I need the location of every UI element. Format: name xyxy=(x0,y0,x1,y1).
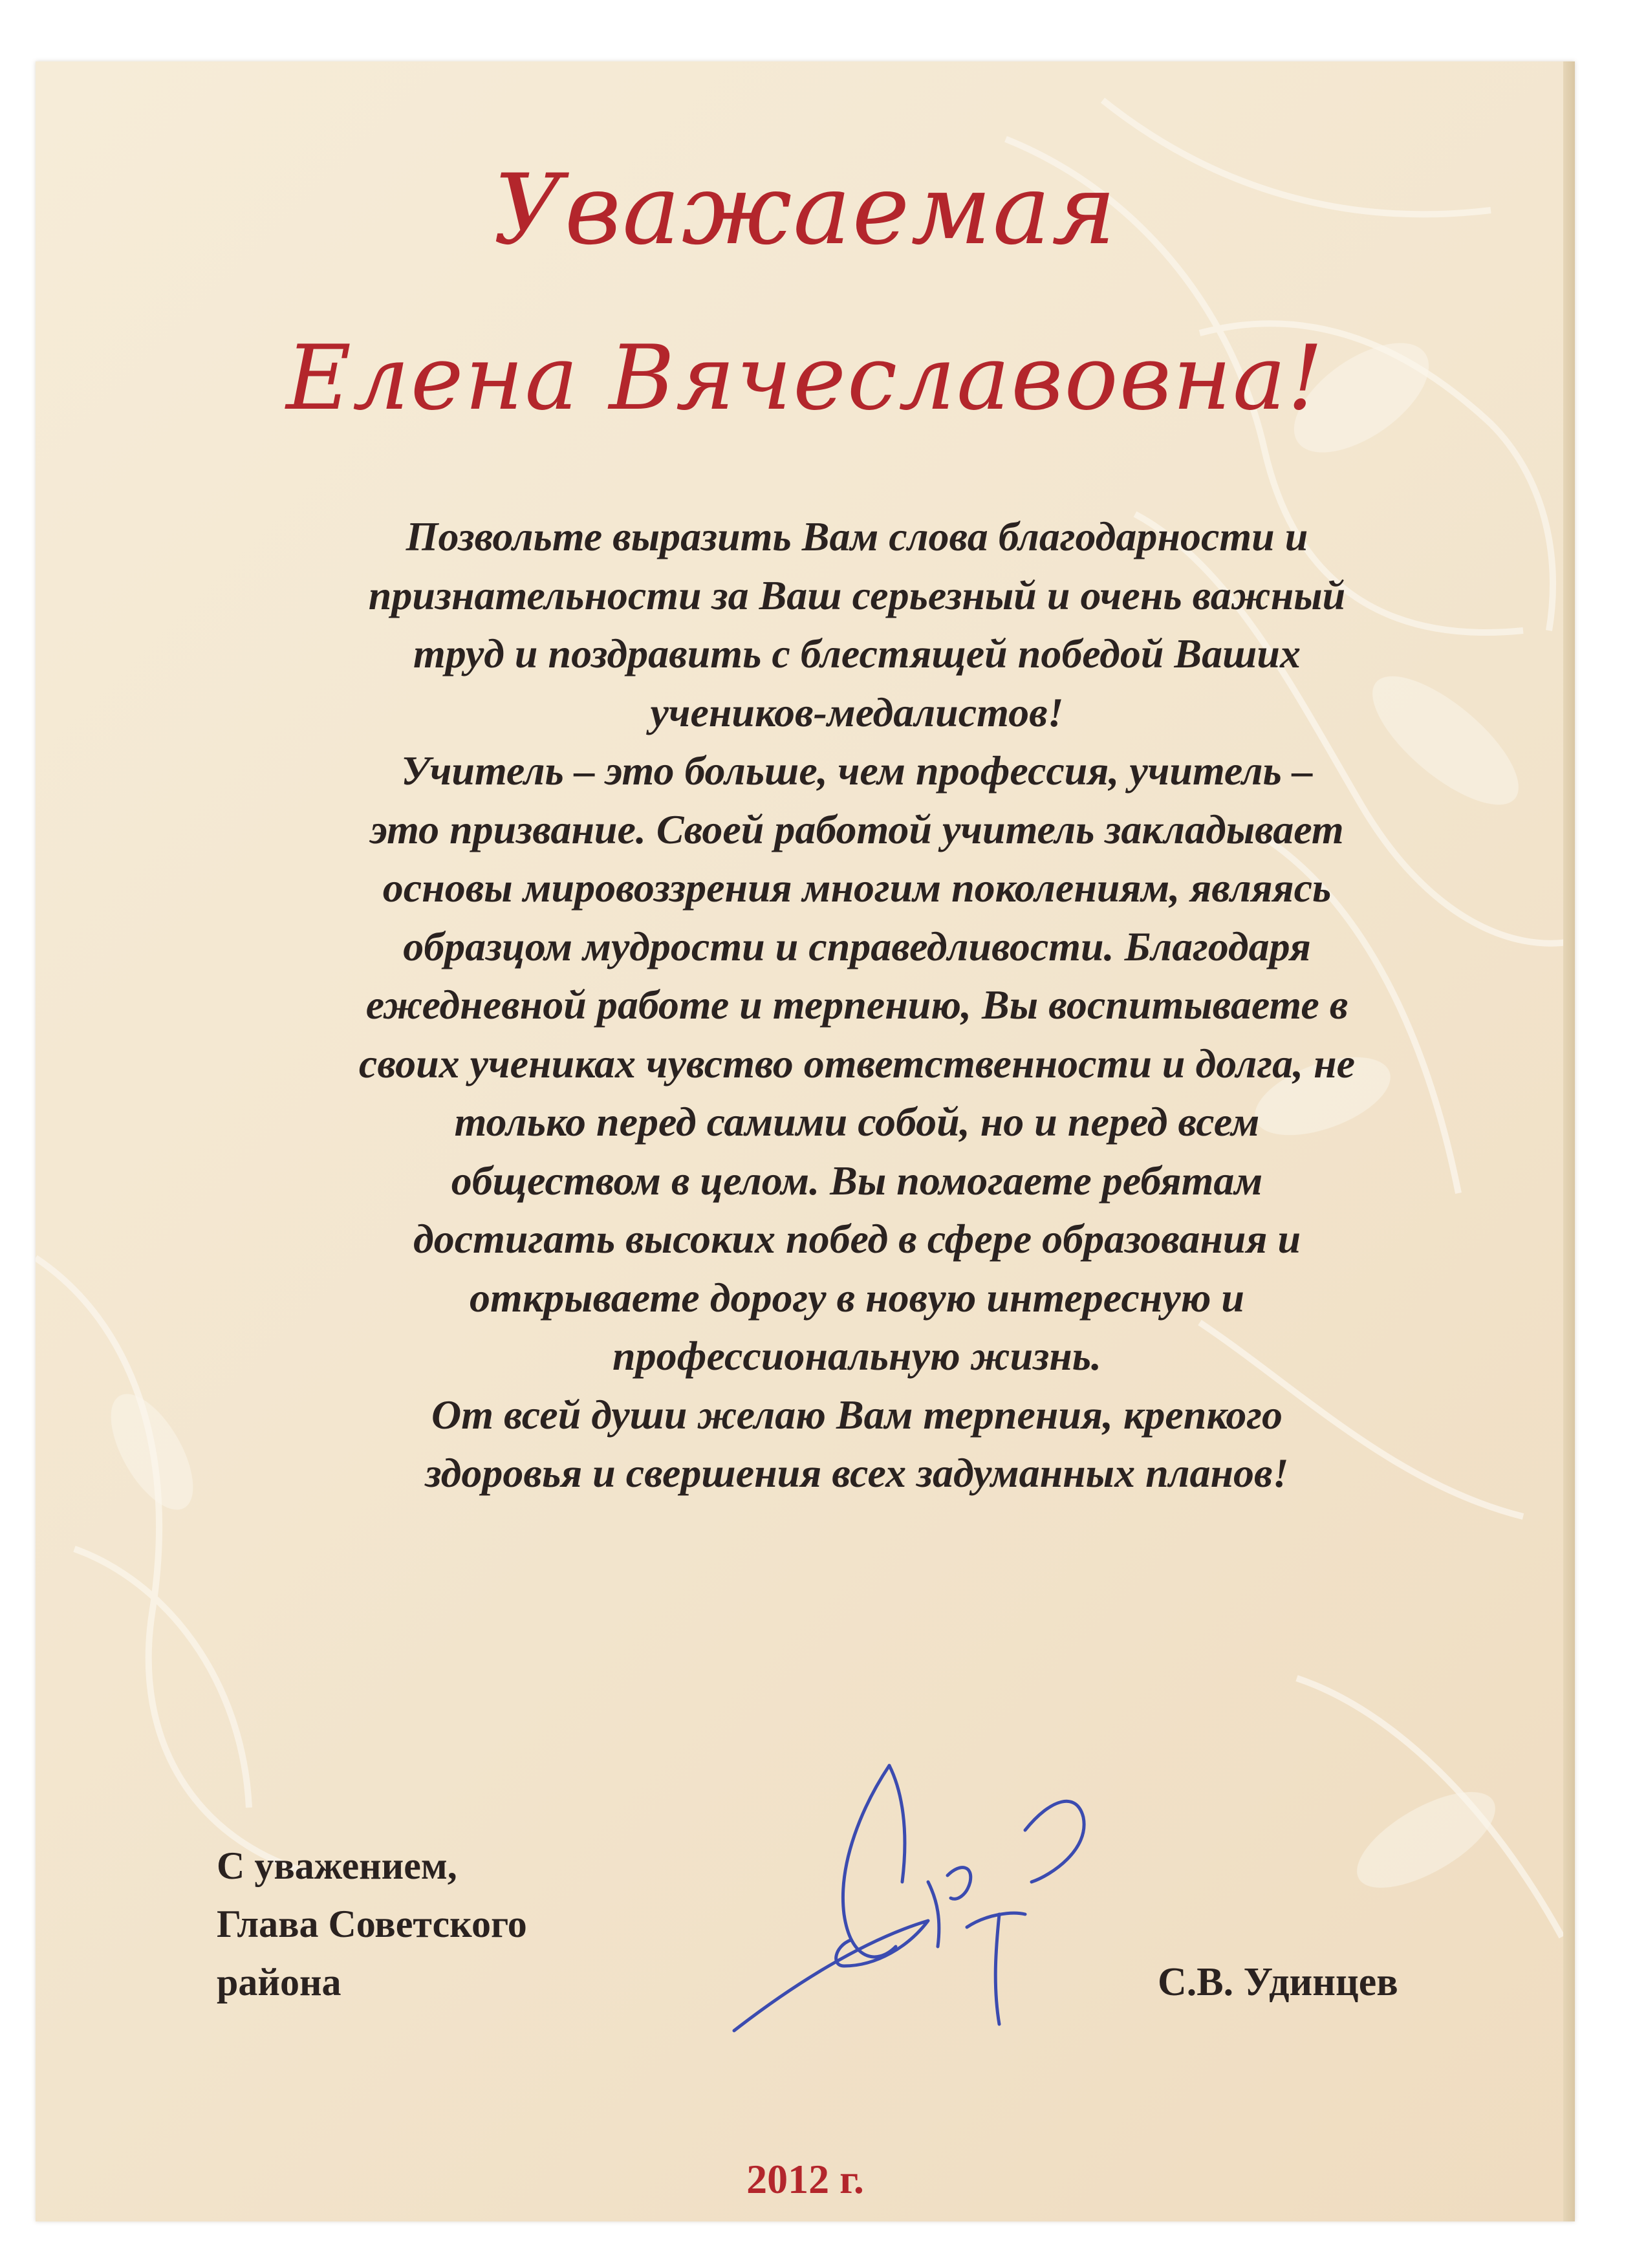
body-line: здоровья и свершения всех задуманных планов! xyxy=(425,1450,1289,1496)
body-line: это призвание. Своей работой учитель закладывает xyxy=(370,806,1344,852)
body-line: Позвольте выразить Вам слова благодарности и xyxy=(406,513,1308,559)
signer-name: С.В. Удинцев xyxy=(1158,1960,1398,2004)
body-line: ежедневной работе и терпению, Вы воспитываете в xyxy=(365,982,1348,1028)
year-label: 2012 г. xyxy=(746,2156,864,2202)
body-line: От всей души желаю Вам терпения, крепкого xyxy=(431,1391,1283,1438)
salutation-title: Уважаемая xyxy=(493,154,1118,266)
body-line: Учитель – это больше, чем профессия, учитель – xyxy=(401,748,1313,794)
body-line: признательности за Ваш серьезный и очень важный xyxy=(368,572,1346,618)
signoff-position: Глава Советского xyxy=(217,1903,527,1945)
body-line: образцом мудрости и справедливости. Благодаря xyxy=(403,923,1311,969)
certificate-sheet xyxy=(36,61,1575,2221)
body-line: обществом в целом. Вы помогаете ребятам xyxy=(451,1157,1263,1204)
body-line: достигать высоких побед в сфере образования и xyxy=(413,1216,1301,1262)
body-line: основы мировоззрения многим поколениям, являясь xyxy=(382,865,1332,911)
signoff-block xyxy=(217,1837,527,2011)
signoff-district: района xyxy=(217,1961,341,2003)
handwritten-signature xyxy=(715,1753,1129,2076)
body-line: профессиональную жизнь. xyxy=(612,1333,1101,1379)
recipient-name: Елена Вячеславовна! xyxy=(286,326,1325,430)
body-line: труд и поздравить с блестящей победой Ваших xyxy=(413,631,1301,676)
body-line: учеников-медалистов! xyxy=(650,689,1064,735)
body-line: своих учениках чувство ответственности и долга, не xyxy=(358,1040,1356,1086)
letter-body xyxy=(230,508,1484,1503)
signoff-regards: С уважением, xyxy=(217,1844,457,1887)
body-line: открываете дорогу в новую интересную и xyxy=(470,1274,1244,1321)
body-line: только перед самими собой, но и перед всем xyxy=(454,1099,1260,1145)
